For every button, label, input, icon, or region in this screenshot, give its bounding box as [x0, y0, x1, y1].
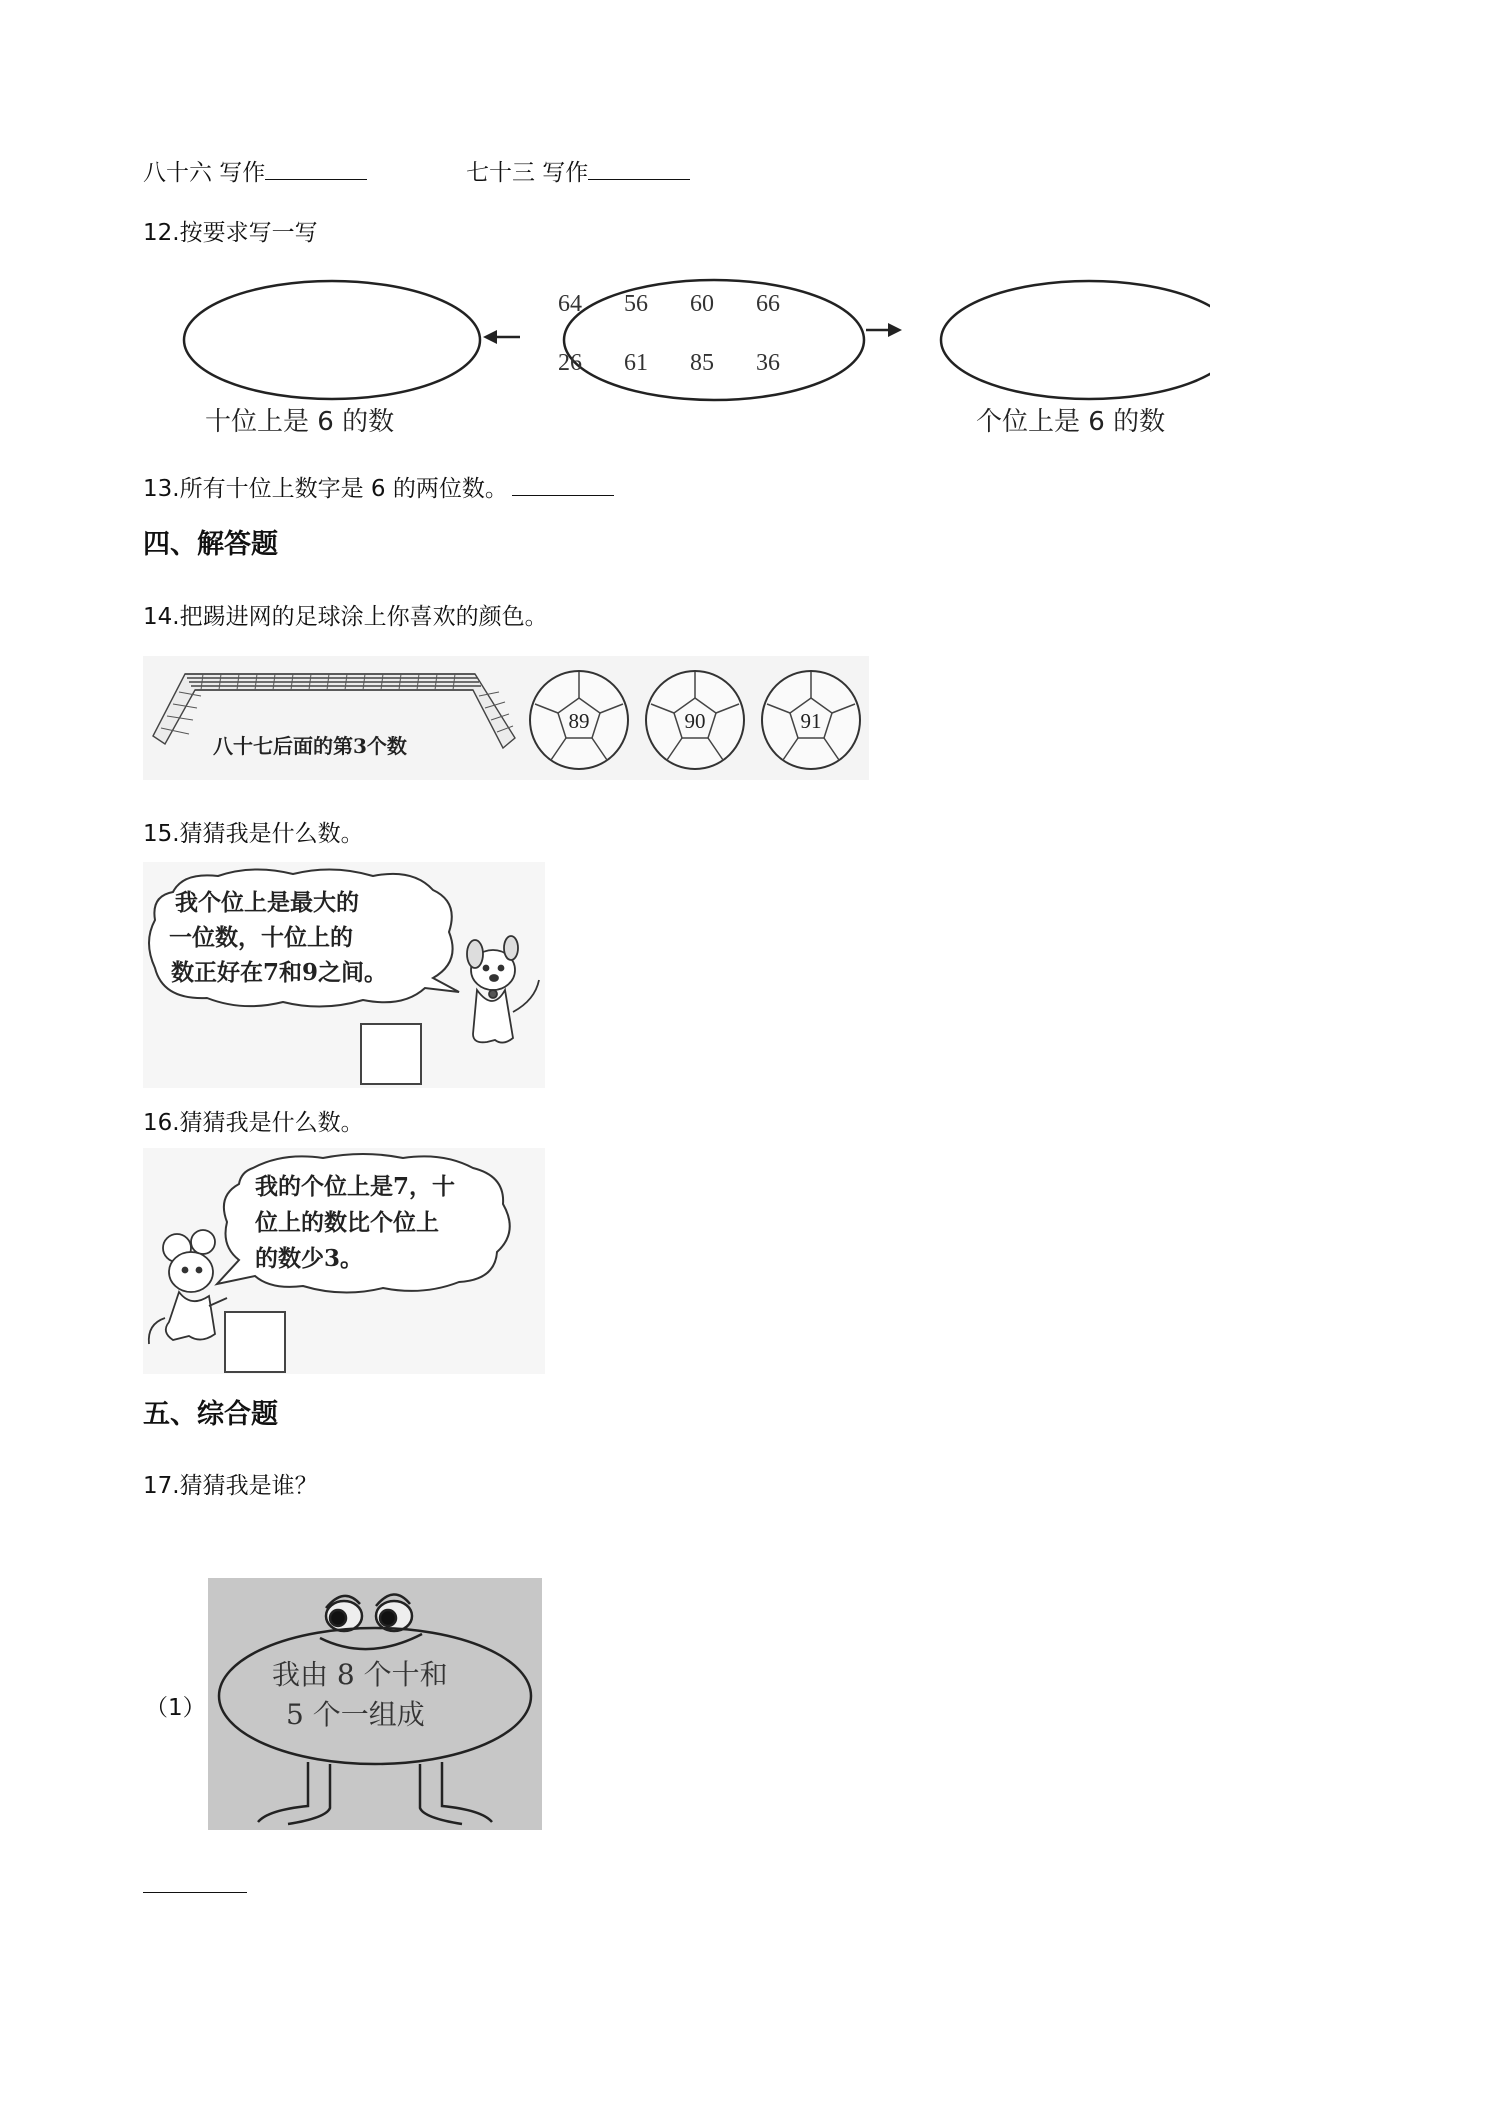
- q17-prompt: 17.猜猜我是谁？: [143, 1473, 318, 1499]
- left-oval-label: 十位上是 6 的数: [205, 407, 395, 437]
- bubble-line-1: 我个位上是最大的: [175, 889, 359, 916]
- ball-number: 90: [684, 709, 706, 733]
- soccer-net-image: [143, 656, 869, 780]
- left-arrow: [483, 330, 520, 344]
- mouse-riddle-image: [143, 1148, 545, 1374]
- ball-number: 91: [800, 709, 822, 733]
- number-66: 66: [756, 291, 780, 317]
- q11-item1: [143, 154, 367, 187]
- number-60: 60: [690, 291, 714, 317]
- q17-sub-label: （1）: [145, 1695, 206, 1721]
- bubble-line-2: 位上的数比个位上: [255, 1209, 439, 1236]
- q16-prompt: 16.猜猜我是什么数。: [143, 1110, 364, 1136]
- right-answer-oval[interactable]: [941, 281, 1210, 399]
- soccer-ball-90[interactable]: [646, 671, 744, 769]
- ball-number: 89: [568, 709, 590, 733]
- q11-item2-prompt: 七十三 写作: [466, 160, 589, 186]
- net-caption: 八十七后面的第3个数: [213, 734, 407, 758]
- body-line-1: 我由 8 个十和: [272, 1658, 448, 1691]
- left-answer-oval[interactable]: [184, 281, 480, 399]
- number-85: 85: [690, 350, 714, 376]
- bubble-line-3: 的数少3。: [255, 1245, 364, 1272]
- soccer-ball-91[interactable]: [762, 671, 860, 769]
- section-title: 五、综合题: [143, 1399, 278, 1430]
- soccer-ball-89[interactable]: [530, 671, 628, 769]
- answer-blank[interactable]: [143, 1868, 247, 1893]
- number-36: 36: [756, 350, 780, 376]
- q11-item1-prompt: 八十六 写作: [143, 160, 266, 186]
- right-oval-label: 个位上是 6 的数: [976, 407, 1166, 437]
- q12-prompt: 12.按要求写一写: [143, 220, 318, 246]
- answer-blank[interactable]: [265, 155, 367, 180]
- q13-prompt: 13.所有十位上数字是 6 的两位数。: [143, 476, 508, 502]
- bubble-line-3: 数正好在7和9之间。: [171, 959, 388, 986]
- q17-answer: [143, 1868, 247, 1899]
- number-26: 26: [558, 350, 582, 376]
- number-61: 61: [624, 350, 648, 376]
- character-riddle-image: [208, 1578, 542, 1830]
- body-line-2: 5 个一组成: [286, 1698, 425, 1731]
- q15-prompt: 15.猜猜我是什么数。: [143, 821, 364, 847]
- number-64: 64: [558, 291, 582, 317]
- answer-blank[interactable]: [512, 471, 614, 496]
- right-arrow: [866, 323, 902, 337]
- answer-blank[interactable]: [588, 155, 690, 180]
- bubble-line-1: 我的个位上是7，十: [255, 1173, 456, 1200]
- q13: [143, 470, 614, 503]
- q12-sorting-diagram: [150, 262, 1210, 442]
- puppy-riddle-image: [143, 862, 545, 1088]
- answer-box[interactable]: [225, 1312, 285, 1372]
- number-56: 56: [624, 291, 648, 317]
- q11-item2: [466, 154, 690, 187]
- section-title: 四、解答题: [143, 529, 278, 560]
- bubble-line-2: 一位数，十位上的: [169, 924, 353, 951]
- center-number-oval: [564, 280, 864, 400]
- q14-prompt: 14.把踢进网的足球涂上你喜欢的颜色。: [143, 604, 548, 630]
- answer-box[interactable]: [361, 1024, 421, 1084]
